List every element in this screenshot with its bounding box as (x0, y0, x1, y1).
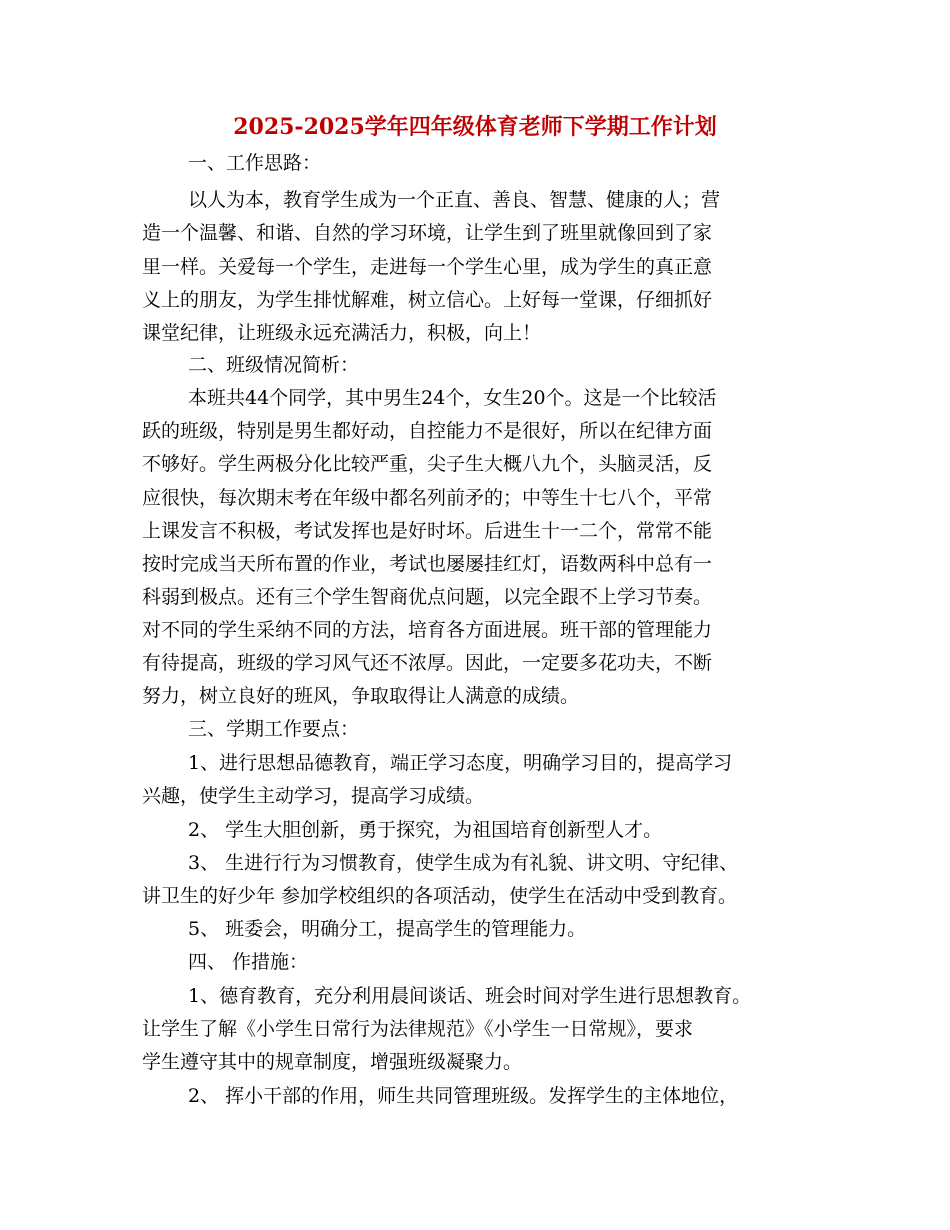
paragraph-line: 义上的朋友，为学生排忧解难，树立信心。上好每一堂课，仔细抓好 (142, 289, 713, 311)
paragraph-line: 跃的班级，特别是男生都好动，自控能力不是很好，所以在纪律方面 (142, 420, 713, 442)
paragraph-line: 努力，树立良好的班风，争取取得让人满意的成绩。 (142, 685, 580, 707)
paragraph-line: 造一个温馨、和谐、自然的学习环境，让学生到了班里就像回到了家 (142, 222, 713, 244)
paragraph-line: 讲卫生的好少年 参加学校组织的各项活动，使学生在活动中受到教育。 (142, 885, 738, 907)
heading-class-analysis: 二、班级情况简析： (188, 354, 360, 376)
paragraph-line: 科弱到极点。还有三个学生智商优点问题，以完全跟不上学习节奏。 (142, 586, 713, 608)
paragraph-line: 上课发言不积极，考试发挥也是好时坏。后进生十一二个，常常不能 (142, 520, 713, 542)
list-item: 1、德育教育，充分利用晨间谈话、班会时间对学生进行思想教育。 (188, 985, 752, 1007)
list-item: 1、进行思想品德教育，端正学习态度，明确学习目的，提高学习 (188, 752, 733, 774)
paragraph-line: 以人为本，教育学生成为一个正直、善良、智慧、健康的人；营 (188, 189, 721, 211)
paragraph-line: 本班共44个同学，其中男生24个，女生20个。这是一个比较活 (188, 387, 717, 409)
paragraph-line: 应很快，每次期末考在年级中都名列前矛的；中等生十七八个，平常 (142, 487, 713, 509)
paragraph-line: 学生遵守其中的规章制度，增强班级凝聚力。 (142, 1051, 523, 1073)
paragraph-line: 按时完成当天所布置的作业，考试也屡屡挂红灯，语数两科中总有一 (142, 553, 713, 575)
list-item: 2、 挥小干部的作用，师生共同管理班级。发挥学生的主体地位， (188, 1085, 739, 1107)
heading-measures: 四、 作措施： (188, 951, 309, 973)
list-item: 3、 生进行行为习惯教育，使学生成为有礼貌、讲文明、守纪律、 (188, 852, 739, 874)
list-item: 2、 学生大胆创新，勇于探究，为祖国培育创新型人才。 (188, 819, 663, 841)
list-item: 5、 班委会，明确分工，提高学生的管理能力。 (188, 918, 587, 940)
heading-work-ideas: 一、工作思路： (188, 152, 322, 174)
paragraph-line: 课堂纪律，让班级永远充满活力，积极，向上！ (142, 322, 542, 344)
paragraph-line: 不够好。学生两极分化比较严重，尖子生大概八九个，头脑灵活，反 (142, 453, 713, 475)
paragraph-line: 有待提高，班级的学习风气还不浓厚。因此，一定要多花功夫，不断 (142, 652, 713, 674)
paragraph-line: 让学生了解《小学生日常行为法律规范》《小学生一日常规》，要求 (142, 1018, 694, 1040)
paragraph-line: 对不同的学生采纳不同的方法，培育各方面进展。班干部的管理能力 (142, 619, 713, 641)
heading-semester-points: 三、学期工作要点： (188, 718, 360, 740)
paragraph-line: 兴趣，使学生主动学习，提高学习成绩。 (142, 785, 485, 807)
paragraph-line: 里一样。关爱每一个学生，走进每一个学生心里，成为学生的真正意 (142, 256, 713, 278)
document-title: 2025-2025学年四年级体育老师下学期工作计划 (233, 114, 717, 140)
